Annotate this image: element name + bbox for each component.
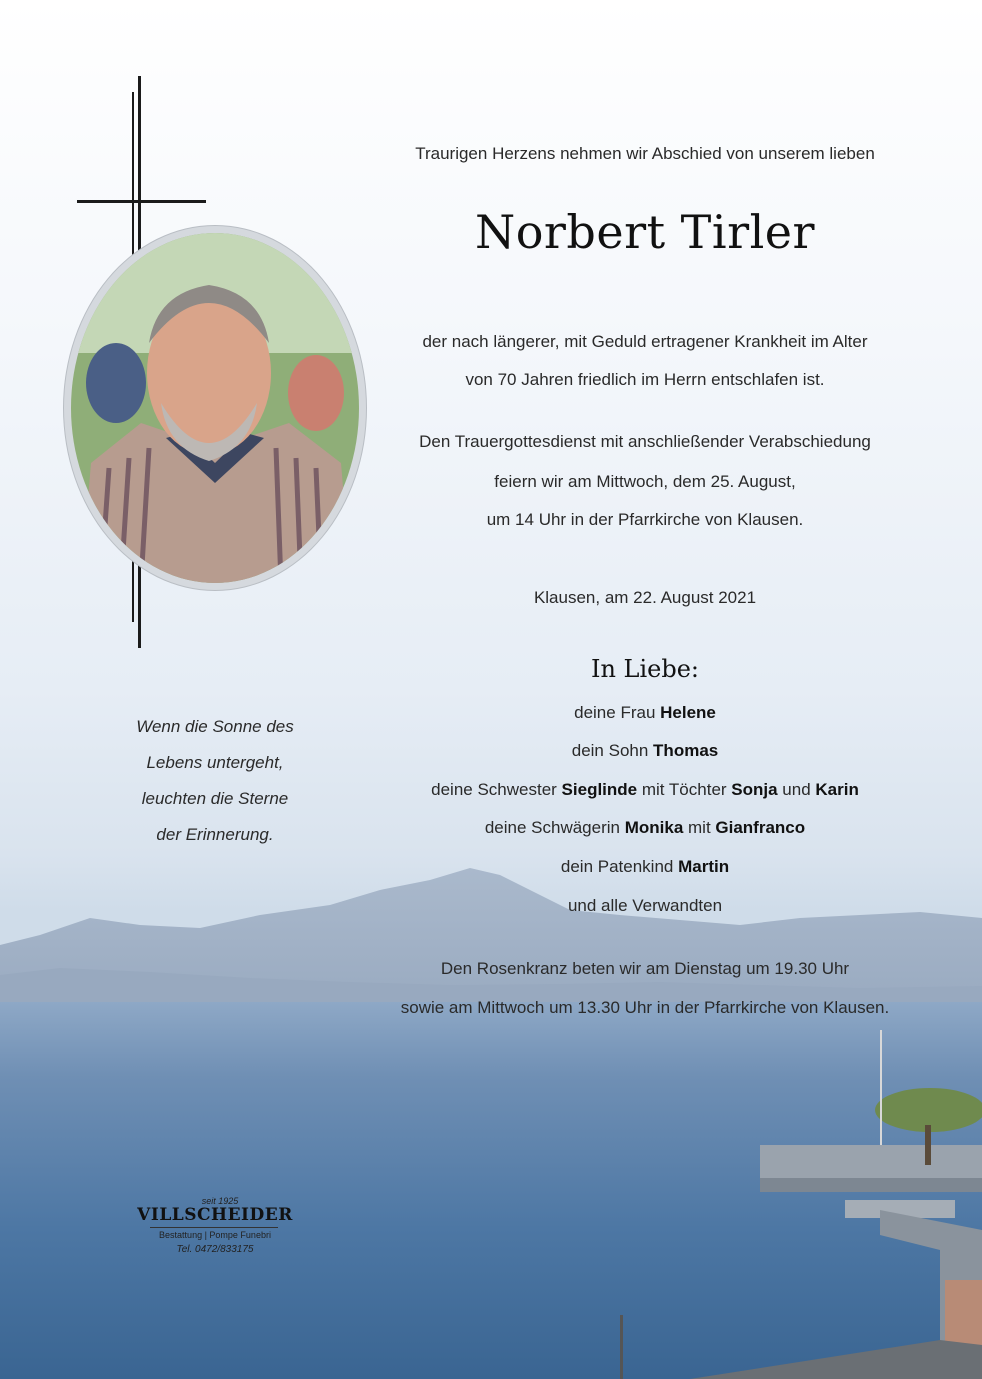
- lamp-post: [620, 1315, 623, 1379]
- logo-phone: Tel. 0472/833175: [176, 1244, 254, 1255]
- flag-pole: [880, 1030, 882, 1145]
- quote-line-3: leuchten die Sterne: [141, 789, 289, 808]
- place-date: Klausen, am 22. August 2021: [533, 588, 757, 607]
- logo-divider: [150, 1227, 278, 1228]
- quote-line-4: der Erinnerung.: [156, 825, 274, 844]
- announcement-line-2: von 70 Jahren friedlich im Herrn entschlafen ist.: [465, 370, 825, 389]
- service-line-3: um 14 Uhr in der Pfarrkirche von Klausen.: [486, 510, 804, 529]
- love-heading: In Liebe:: [590, 655, 700, 683]
- deceased-name: Norbert Tirler: [474, 205, 815, 259]
- intro-text: Traurigen Herzens nehmen wir Abschied von unserem lieben: [415, 144, 875, 163]
- family-line: dein Patenkind Martin: [560, 857, 730, 876]
- family-line: deine Schwägerin Monika mit Gianfranco: [484, 818, 806, 837]
- announcement-line-1: der nach längerer, mit Geduld ertragener Krankheit im Alter: [422, 332, 868, 351]
- quote-line-1: Wenn die Sonne des: [136, 717, 294, 736]
- cross-horizontal-bar: [77, 200, 206, 203]
- bystander-right: [288, 355, 344, 431]
- family-line: dein Sohn Thomas: [571, 741, 719, 760]
- logo-name: VILLSCHEIDER: [137, 1205, 293, 1225]
- tree-trunk: [925, 1125, 931, 1165]
- portrait-photo: [71, 233, 359, 583]
- logo-subtitle: Bestattung | Pompe Funebri: [159, 1230, 271, 1240]
- service-line-2: feiern wir am Mittwoch, dem 25. August,: [494, 472, 796, 491]
- family-line: und alle Verwandten: [567, 896, 723, 915]
- service-line-1: Den Trauergottesdienst mit anschließender Verabschiedung: [419, 432, 871, 451]
- pier-edge: [760, 1178, 982, 1192]
- logo-since: seit 1925: [201, 1196, 239, 1206]
- quote-line-2: Lebens untergeht,: [146, 753, 284, 772]
- rosary-line-2: sowie am Mittwoch um 13.30 Uhr in der Pfarrkirche von Klausen.: [400, 998, 890, 1017]
- rosary-line-1: Den Rosenkranz beten wir am Dienstag um 19.30 Uhr: [440, 959, 850, 978]
- bystander-left: [86, 343, 146, 423]
- family-line: deine Frau Helene: [574, 703, 716, 722]
- family-line: deine Schwester Sieglinde mit Töchter Sonja und Karin: [431, 780, 859, 799]
